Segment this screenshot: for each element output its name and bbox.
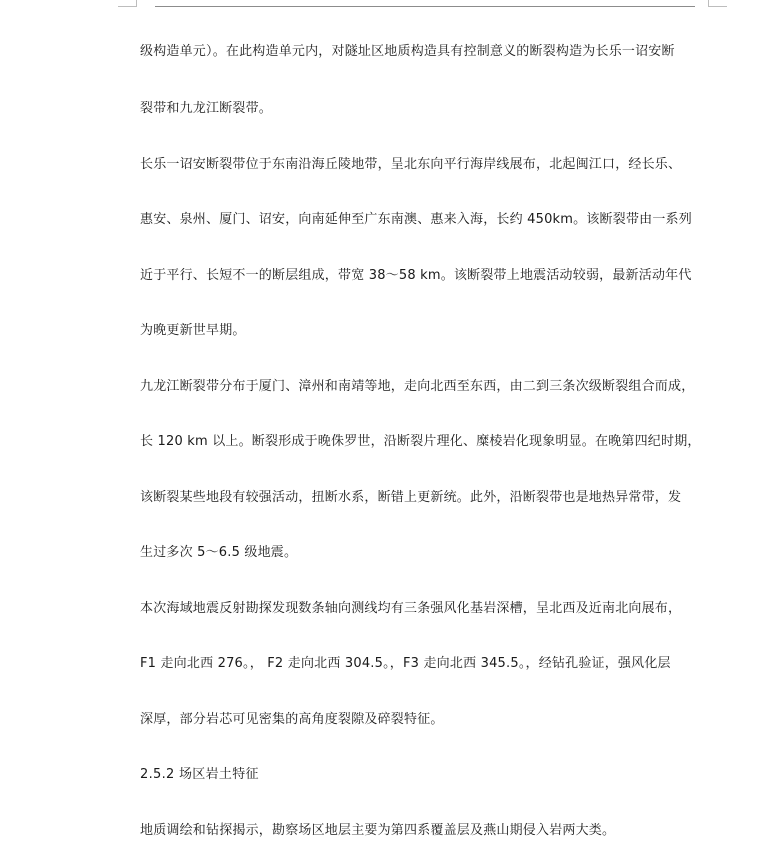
text-line: 长乐一诏安断裂带位于东南沿海丘陵地带，呈北东向平行海岸线展布，北起闽江口，经长乐、 [140,157,682,172]
text-line: 该断裂某些地段有较强活动，扭断水系，断错上更新统。此外，沿断裂带也是地热异常带，发 [140,490,682,505]
text-line: 地质调绘和钻探揭示，勘察场区地层主要为第四系覆盖层及燕山期侵入岩两大类。 [140,823,616,838]
text-line: 近于平行、长短不一的断层组成，带宽 38～58 km。该断裂带上地震活动较弱，最新活动年代 [140,268,692,283]
text-line: 为晚更新世早期。 [140,323,246,338]
text-line: F1 走向北西 276。， F2 走向北西 304.5。，F3 走向北西 345.5。，经钻孔验证，强风化层 [140,656,671,671]
text-line: 长 120 km 以上。断裂形成于晚侏罗世，沿断裂片理化、糜棱岩化现象明显。在晚第四纪时期， [140,434,701,449]
text-line: 深厚，部分岩芯可见密集的高角度裂隙及碎裂特征。 [140,712,444,727]
page-corner-mark-left [118,0,137,7]
header-rule [155,6,695,7]
text-line: 九龙江断裂带分布于厦门、漳州和南靖等地，走向北西至东西，由二到三条次级断裂组合而成， [140,379,695,394]
text-line: 惠安、泉州、厦门、诏安，向南延伸至广东南澳、惠来入海，长约 450km。该断裂带由一系列 [140,212,692,227]
page-corner-mark-right [708,0,727,7]
text-line: 本次海域地震反射勘探发现数条轴向测线均有三条强风化基岩深槽，呈北西及近南北向展布， [140,601,682,616]
text-line: 生过多次 5～6.5 级地震。 [140,545,298,560]
text-line: 级构造单元）。在此构造单元内，对隧址区地质构造具有控制意义的断裂构造为长乐一诏安断 [140,44,675,59]
text-line: 裂带和九龙江断裂带。 [140,101,273,116]
section-heading: 2.5.2 场区岩土特征 [140,767,259,782]
